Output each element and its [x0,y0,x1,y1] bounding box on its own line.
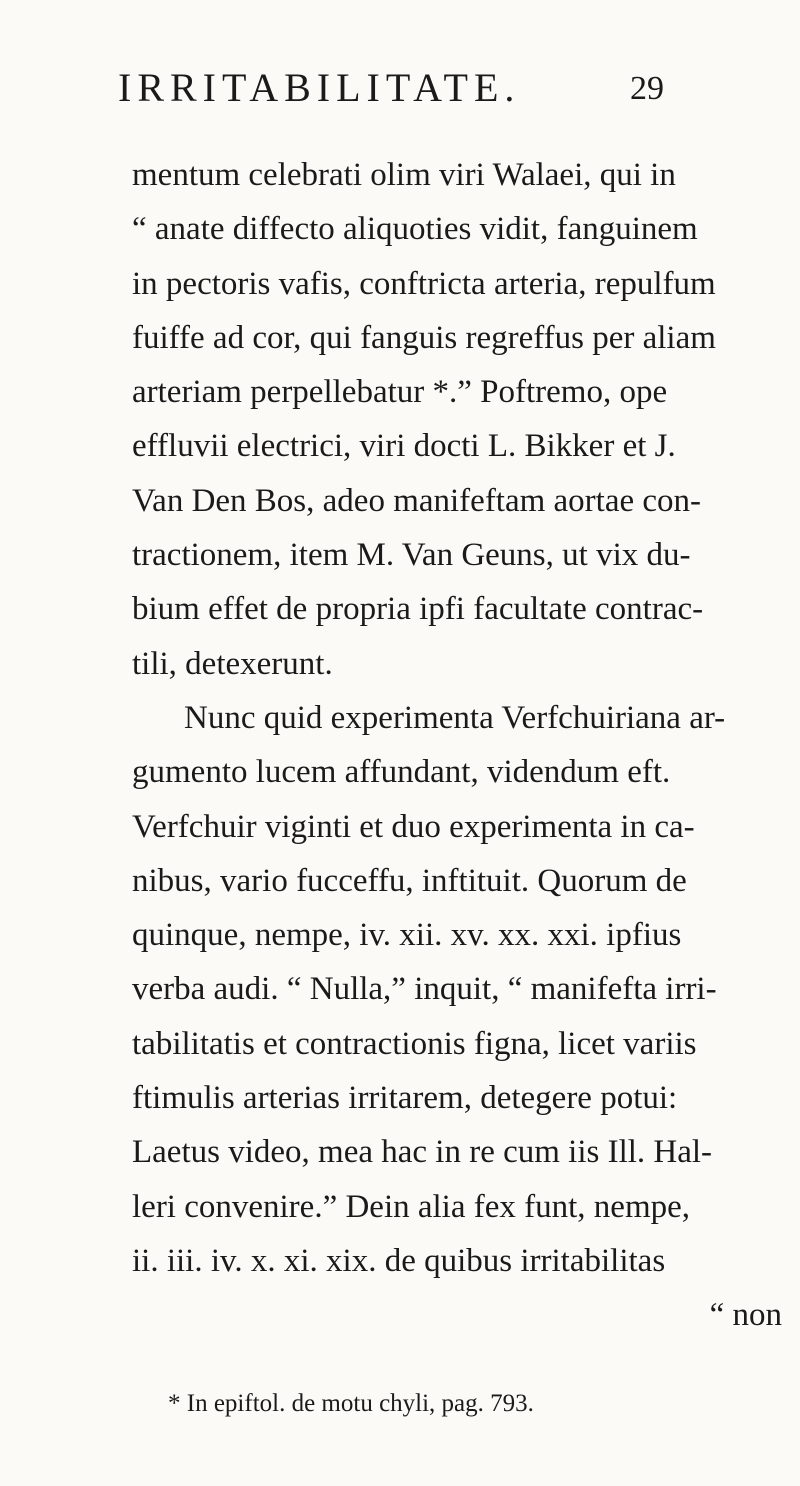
text-line: Verfchuir viginti et duo experimenta in ca- [132,808,695,845]
text-line: gumento lucem affundant, videndum eft. [132,754,671,791]
text-line: tili, detexerunt. [132,645,333,682]
paragraph-start-line: Nunc quid experimenta Verfchuiriana ar- [184,699,726,736]
footnote: * In epiftol. de motu chyli, pag. 793. [168,1390,534,1417]
text-line: fuiffe ad cor, qui fanguis regreffus per aliam [132,319,716,356]
running-head [0,64,800,124]
text-line: arteriam perpellebatur *.” Poftremo, ope [132,374,668,411]
text-line: ii. iii. iv. x. xi. xix. de quibus irritabilitas [132,1242,666,1279]
text-line: Laetus video, mea hac in re cum iis Ill. Hal- [132,1134,713,1171]
page-number: 29 [630,70,664,107]
catchword: “ non [709,1297,782,1334]
text-line: leri convenire.” Dein alia fex funt, nempe, [132,1188,691,1225]
text-line: tractionem, item M. Van Geuns, ut vix du- [132,537,691,574]
text-line: effluvii electrici, viri docti L. Bikker et J. [132,428,676,465]
body-text [132,148,782,1343]
text-line: mentum celebrati olim viri Walaei, qui in [132,157,676,193]
text-line: nibus, vario fucceffu, inftituit. Quorum de [132,862,687,899]
text-line: “ anate diffecto aliquoties vidit, fanguinem [132,211,698,248]
text-line: quinque, nempe, iv. xii. xv. xx. xxi. ipfius [132,917,682,954]
running-title: IRRITABILITATE. [118,65,521,110]
text-line: verba audi. “ Nulla,” inquit, “ manifefta irri- [132,971,717,1008]
text-line: Van Den Bos, adeo manifeftam aortae con- [132,482,702,519]
text-line: ftimulis arterias irritarem, detegere potui: [132,1080,678,1117]
text-line: bium effet de propria ipfi facultate contrac- [132,591,704,628]
text-line: tabilitatis et contractionis figna, licet variis [132,1025,697,1062]
text-line: in pectoris vafis, conftricta arteria, repulfum [132,265,716,302]
